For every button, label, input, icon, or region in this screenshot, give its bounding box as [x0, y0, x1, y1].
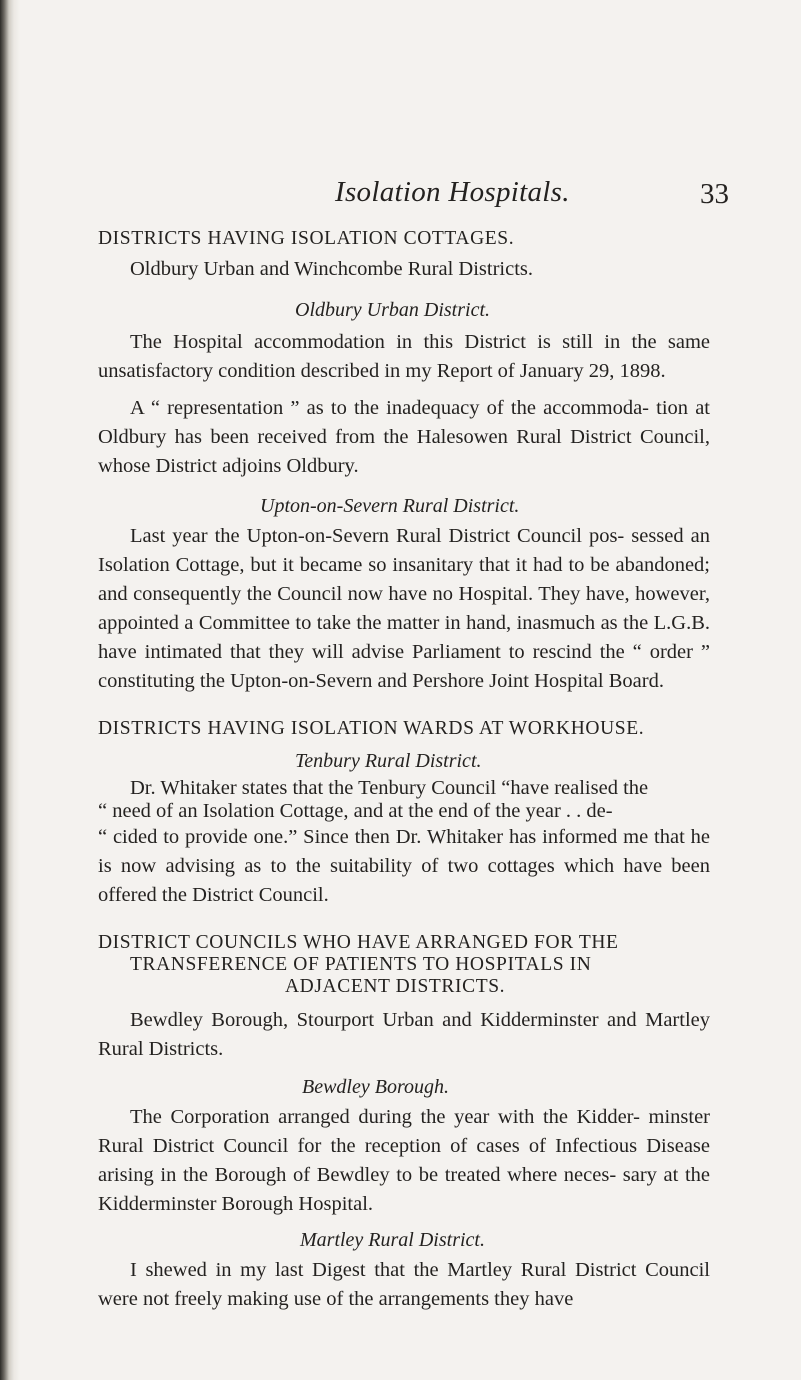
- section-3-intro: Bewdley Borough, Stourport Urban and Kidderminster and Martley Rural Districts.: [98, 1009, 710, 1060]
- section-heading-isolation-cottages: DISTRICTS HAVING ISOLATION COTTAGES.: [98, 228, 515, 249]
- section-heading-transference-line-2: TRANSFERENCE OF PATIENTS TO HOSPITALS IN: [130, 954, 592, 975]
- subheading-tenbury: Tenbury Rural District.: [295, 750, 482, 772]
- section-heading-isolation-wards: DISTRICTS HAVING ISOLATION WARDS AT WORKHOUSE.: [98, 718, 645, 739]
- running-title: Isolation Hospitals.: [335, 176, 570, 208]
- paragraph-tenbury-line-2: “ need of an Isolation Cottage, and at the end of the year . . de-: [98, 800, 613, 822]
- paragraph-martley: I shewed in my last Digest that the Martley Rural District Council were not freely making use of the arrangements they have: [98, 1259, 710, 1310]
- paragraph-upton: Last year the Upton-on-Severn Rural District Council pos- sessed an Isolation Cottage, but it became so insanitary that it had to be abandoned; and consequently the Council now have no Hospital. They have, however, appointed a Committee to take the matter in hand, inasmuch as the L.G.B. have intimated that they will advise Parliament to rescind the “ order ” constituting the Upton-on-Severn and Pershore Joint Hospital Board.: [98, 525, 710, 692]
- subheading-martley: Martley Rural District.: [300, 1229, 485, 1251]
- page-number: 33: [700, 178, 729, 210]
- paragraph-oldbury-2: A “ representation ” as to the inadequacy of the accommoda- tion at Oldbury has been received from the Halesowen Rural District Council, whose District adjoins Oldbury.: [98, 397, 710, 477]
- subheading-oldbury: Oldbury Urban District.: [295, 299, 490, 321]
- section-intro: Oldbury Urban and Winchcombe Rural Districts.: [130, 258, 534, 280]
- paragraph-bewdley: The Corporation arranged during the year with the Kidder- minster Rural District Council for the reception of cases of Infectious Disease arising in the Borough of Bewdley to be treated where neces- sary at the Kidderminster Borough Hospital.: [98, 1106, 710, 1215]
- paragraph-tenbury-rest: “ cided to provide one.” Since then Dr. Whitaker has informed me that he is now advising as to the suitability of two cottages which have been offered the District Council.: [98, 826, 710, 906]
- paragraph-tenbury-line-1: Dr. Whitaker states that the Tenbury Council “have realised the: [130, 777, 649, 799]
- subheading-upton: Upton-on-Severn Rural District.: [260, 495, 520, 517]
- section-heading-transference-line-1: DISTRICT COUNCILS WHO HAVE ARRANGED FOR THE: [98, 932, 619, 953]
- section-heading-transference-line-3: ADJACENT DISTRICTS.: [285, 976, 506, 997]
- subheading-bewdley: Bewdley Borough.: [302, 1076, 450, 1098]
- paragraph-oldbury-1: The Hospital accommodation in this District is still in the same unsatisfactory condition described in my Report of January 29, 1898.: [98, 331, 710, 382]
